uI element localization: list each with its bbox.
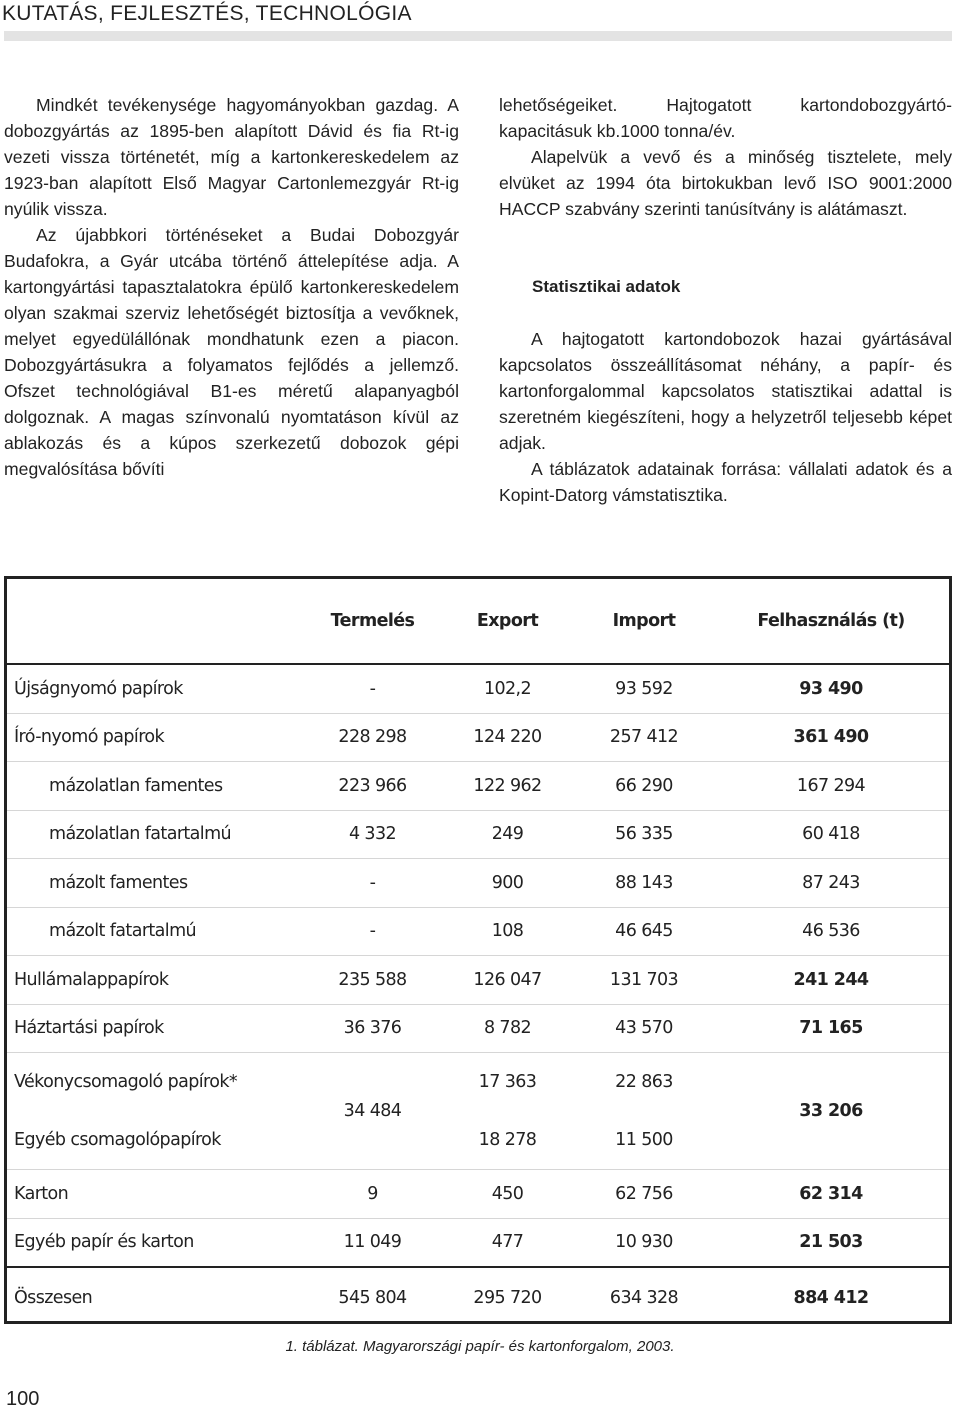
- cell: 62 756: [575, 1170, 713, 1219]
- table-row: [7, 762, 949, 811]
- cell: 18 278: [440, 1111, 575, 1170]
- row-label: Összesen: [7, 1267, 305, 1328]
- row-label: Háztartási papírok: [7, 1004, 305, 1053]
- table-row: [7, 956, 949, 1005]
- row-label: Vékonycsomagoló papírok*: [14, 1072, 238, 1092]
- cell: 60 418: [713, 810, 949, 859]
- cell: 108: [440, 907, 575, 956]
- paragraph: Alapelvük a vevő és a minőség tisztelete, mely elvüket az 1994 óta birtokukban levő ISO 9001:2000 HACCP szabvány szerinti tanúsítvány is alátámaszt.: [499, 147, 952, 219]
- cell: 22 863: [615, 1072, 673, 1092]
- cell: 36 376: [305, 1004, 440, 1053]
- table-row: [7, 1053, 949, 1112]
- cell: 93 490: [713, 664, 949, 713]
- right-column: [499, 92, 952, 508]
- cell: 131 703: [575, 956, 713, 1005]
- table-row: [7, 810, 949, 859]
- cell: 66 290: [575, 762, 713, 811]
- header-rule: [4, 31, 952, 41]
- paragraph: Az újabbkori történéseket a Budai Dobozgyár Budafokra, a Gyár utcába történő áttelepítése adja. A kartongyártási tapasztalatokra épülő kartonkereskedelem olyan szakmai szerviz lehetőségét biztosítja a vevőknek, melyet egyedülállónak mondhatunk ezen a piacon. Dobozgyártásukra a folyamatos fejlődés a jellemző. Ofszet technológiával B1-es méretű alapanyagból dolgoznak. A magas színvonalú nyomtatáson kívül az ablakozás és a kúpos szerkezetű dobozok gépi megvalósítása bővíti: [4, 225, 459, 479]
- cell: 33 206: [713, 1053, 949, 1170]
- paragraph: A hajtogatott kartondobozok hazai gyártásával kapcsolatos összeállításomat néhány, a papír- és kartonforgalommal kapcsolatos statisztikai adattal is szeretném kiegészíteni, hogy a helyzetről teljesebb képet adjak.: [499, 329, 952, 453]
- cell: 361 490: [713, 713, 949, 762]
- cell: 295 720: [440, 1267, 575, 1328]
- paragraph: Mindkét tevékenysége hagyományokban gazdag. A dobozgyártás az 1895-ben alapított Dávid és fia Rt-ig vezeti vissza történetét, míg a kartonkereskedelem az 1923-ban alapított Első Magyar Cartonlemezgyár Rt-ig nyúlik vissza.: [4, 95, 459, 219]
- row-label: mázolatlan famentes: [7, 762, 305, 811]
- cell: -: [305, 907, 440, 956]
- cell: 9: [305, 1170, 440, 1219]
- row-label: mázolt fatartalmú: [7, 907, 305, 956]
- cell: 93 592: [575, 664, 713, 713]
- cell: 122 962: [440, 762, 575, 811]
- cell: 43 570: [575, 1004, 713, 1053]
- table-caption: 1. táblázat. Magyarországi papír- és kartonforgalom, 2003.: [285, 1338, 675, 1355]
- section-heading: Statisztikai adatok: [532, 277, 681, 296]
- row-label: mázolt famentes: [7, 859, 305, 908]
- row-label: Egyéb papír és karton: [7, 1218, 305, 1267]
- cell: 235 588: [305, 956, 440, 1005]
- table-row: [7, 713, 949, 762]
- cell: 249: [440, 810, 575, 859]
- row-label: mázolatlan fatartalmú: [7, 810, 305, 859]
- cell: 11 049: [305, 1218, 440, 1267]
- cell: 884 412: [713, 1267, 949, 1328]
- cell: 634 328: [575, 1267, 713, 1328]
- cell: 257 412: [575, 713, 713, 762]
- column-header: Felhasználás (t): [713, 579, 949, 664]
- table-row: [7, 859, 949, 908]
- table-total-row: [7, 1267, 949, 1328]
- table-row: [7, 1218, 949, 1267]
- column-header: Termelés: [305, 579, 440, 664]
- cell: 900: [440, 859, 575, 908]
- cell: 71 165: [713, 1004, 949, 1053]
- row-label: Egyéb csomagolópapírok: [7, 1111, 305, 1170]
- cell: 62 314: [713, 1170, 949, 1219]
- paragraph: lehetőségeiket. Hajtogatott kartondobozgyártó-kapacitásuk kb.1000 tonna/év.: [499, 95, 952, 141]
- statistics-table: [4, 576, 952, 1324]
- cell: 8 782: [440, 1004, 575, 1053]
- cell: 34 484: [305, 1053, 440, 1170]
- cell: 228 298: [305, 713, 440, 762]
- cell: 477: [440, 1218, 575, 1267]
- paragraph: A táblázatok adatainak forrása: vállalati adatok és a Kopint-Datorg vámstatisztika.: [499, 459, 952, 505]
- cell: 124 220: [440, 713, 575, 762]
- table-header-row: [7, 579, 949, 664]
- cell: 10 930: [575, 1218, 713, 1267]
- table-row: [7, 1170, 949, 1219]
- cell: 17 363: [478, 1072, 537, 1092]
- cell: 545 804: [305, 1267, 440, 1328]
- column-header: Import: [575, 579, 713, 664]
- cell: -: [305, 859, 440, 908]
- cell: -: [305, 664, 440, 713]
- cell: 450: [440, 1170, 575, 1219]
- table-row: [7, 1004, 949, 1053]
- cell: 167 294: [713, 762, 949, 811]
- column-header: Export: [440, 579, 575, 664]
- cell: 46 536: [713, 907, 949, 956]
- cell: 126 047: [440, 956, 575, 1005]
- row-label: Hullámalappapírok: [7, 956, 305, 1005]
- left-column: [4, 92, 459, 482]
- row-label: Író-nyomó papírok: [7, 713, 305, 762]
- column-header: [7, 579, 305, 664]
- page-number: 100: [6, 1388, 40, 1410]
- cell: 4 332: [305, 810, 440, 859]
- table-row: [7, 664, 949, 713]
- cell: 56 335: [575, 810, 713, 859]
- cell: 223 966: [305, 762, 440, 811]
- cell: 102,2: [440, 664, 575, 713]
- cell: 11 500: [575, 1111, 713, 1170]
- row-label: Karton: [7, 1170, 305, 1219]
- row-label: Újságnyomó papírok: [7, 664, 305, 713]
- cell: 241 244: [713, 956, 949, 1005]
- cell: 21 503: [713, 1218, 949, 1267]
- section-title: KUTATÁS, FEJLESZTÉS, TECHNOLÓGIA: [2, 2, 412, 25]
- cell: 88 143: [575, 859, 713, 908]
- cell: 87 243: [713, 859, 949, 908]
- table-row: [7, 907, 949, 956]
- cell: 46 645: [575, 907, 713, 956]
